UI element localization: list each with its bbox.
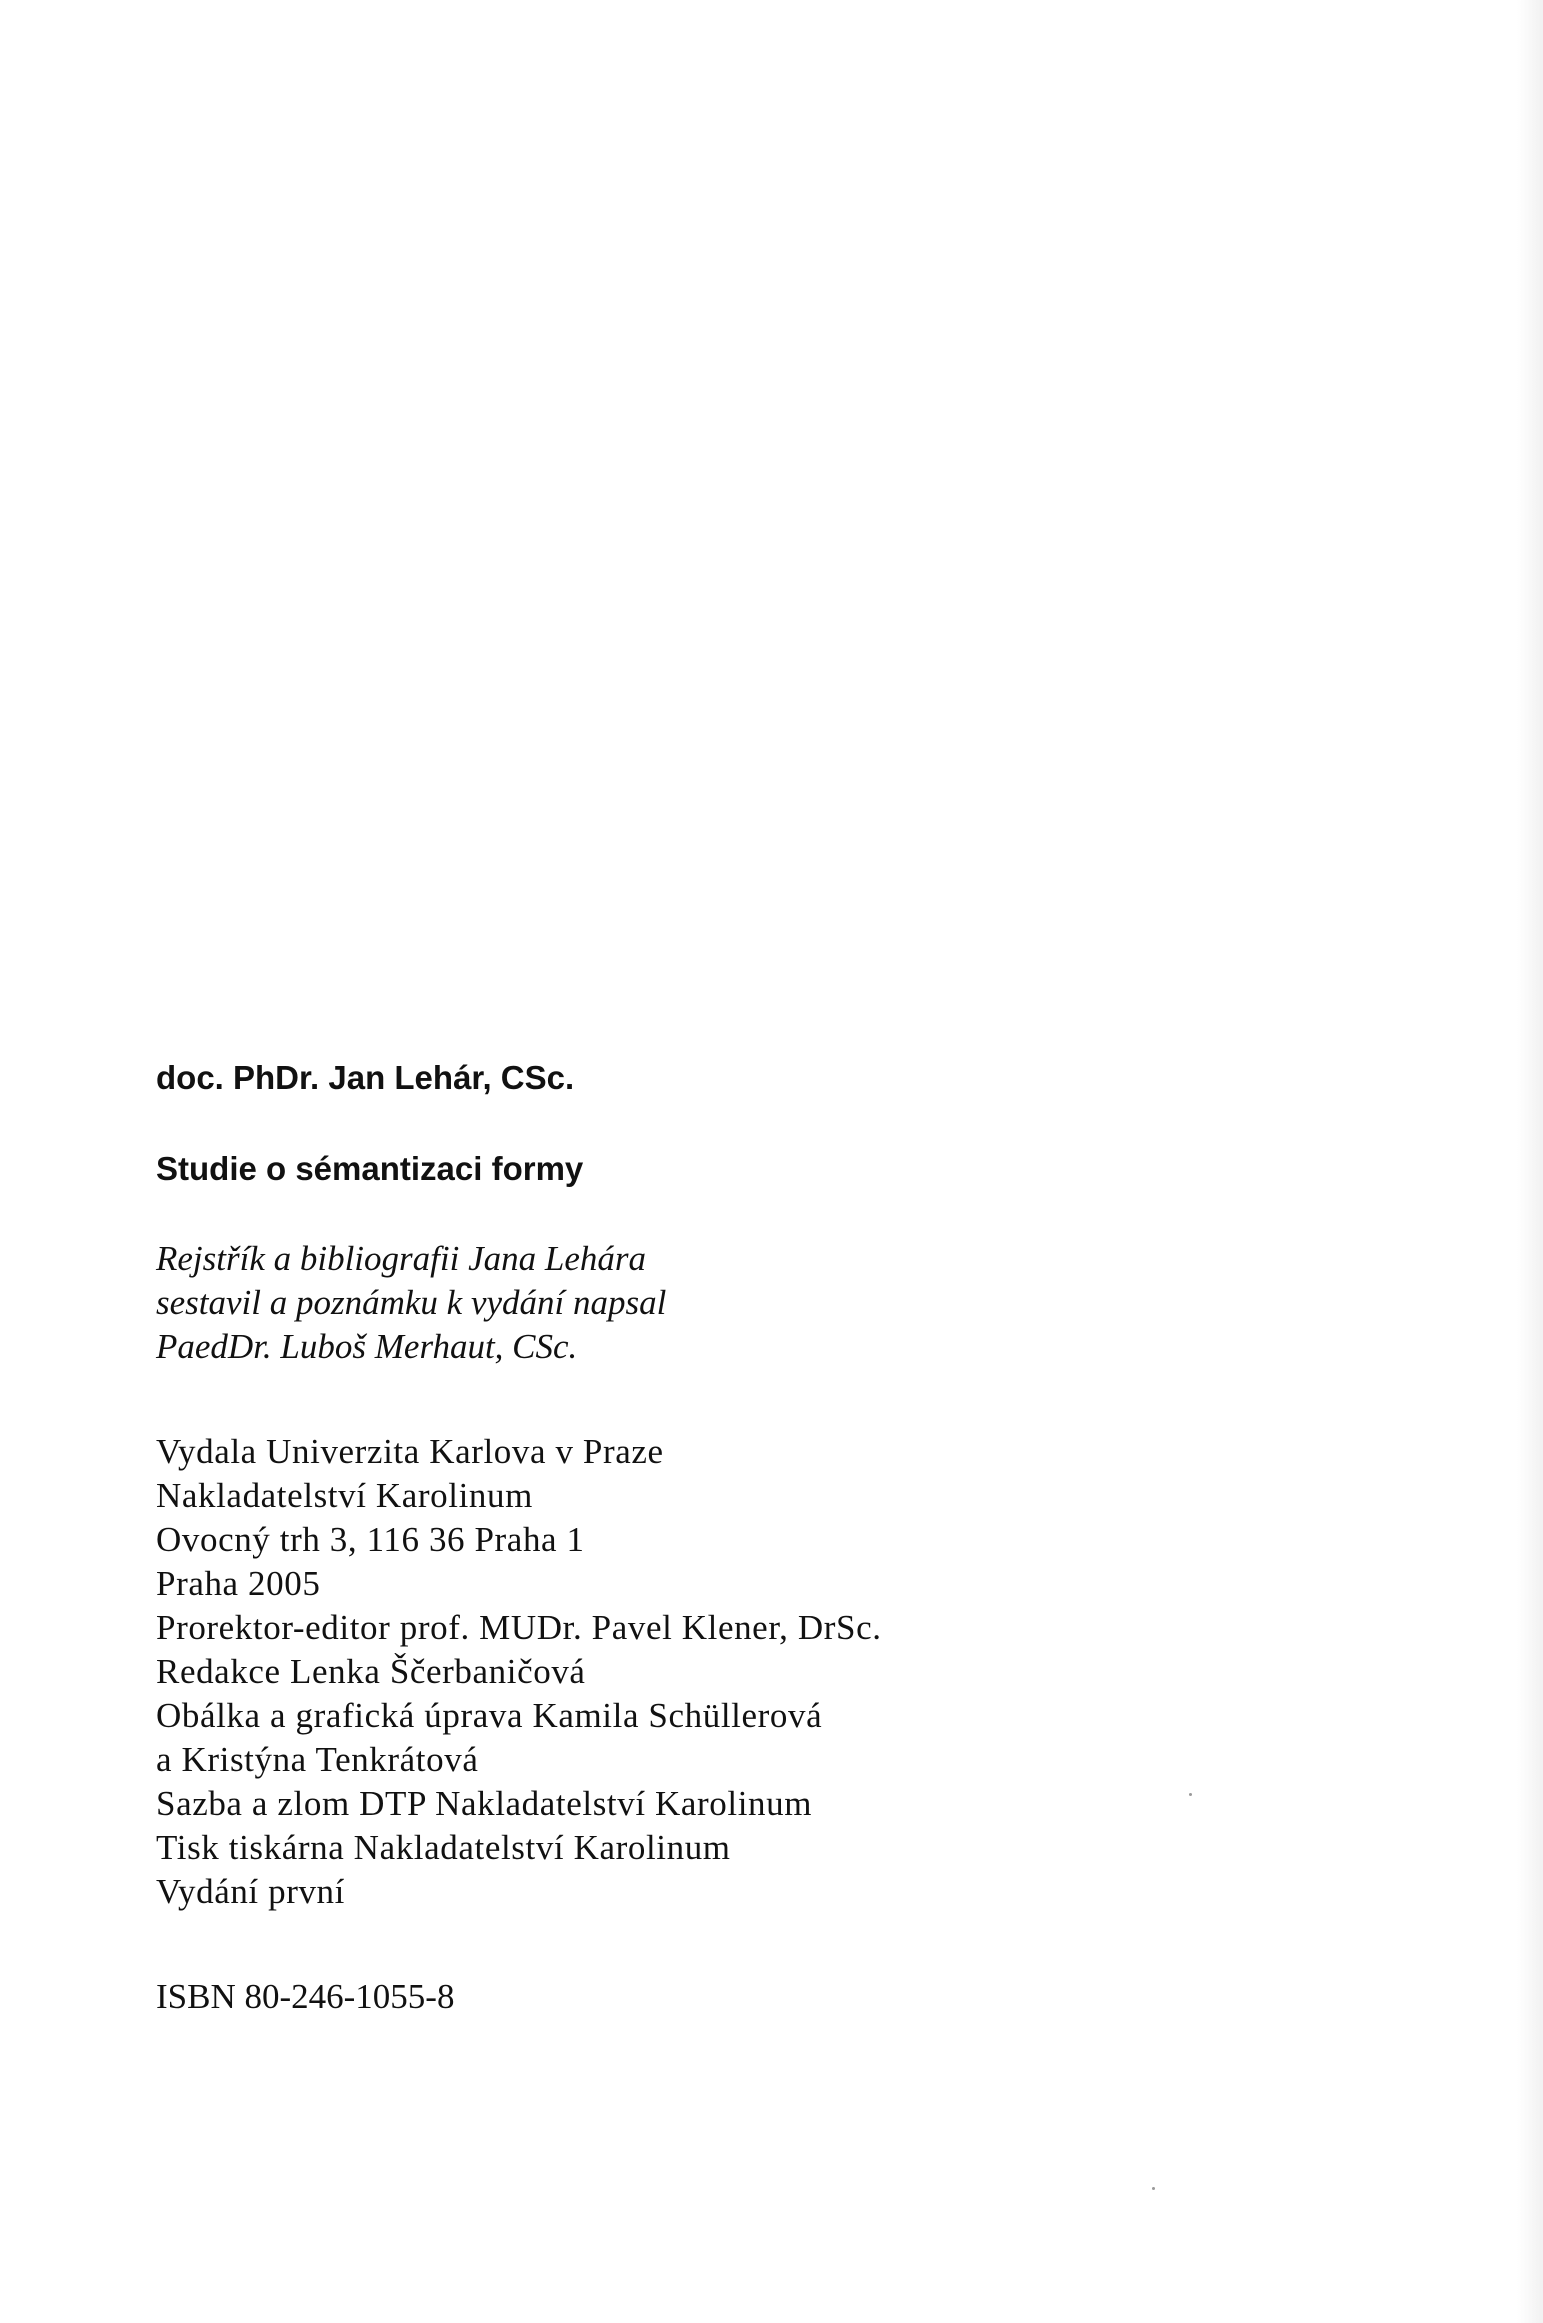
publisher-line: Vydala Univerzita Karlova v Praze <box>156 1432 664 1471</box>
editorial-note-line: sestavil a poznámku k vydání napsal <box>156 1283 667 1322</box>
publisher-line: Tisk tiskárna Nakladatelství Karolinum <box>156 1828 731 1867</box>
imprint-block <box>156 1058 1356 2019</box>
page-edge-shadow <box>1517 0 1543 2323</box>
paper-speck <box>1152 2187 1155 2190</box>
publisher-line: Nakladatelství Karolinum <box>156 1476 533 1515</box>
publisher-line: Vydání první <box>156 1872 345 1911</box>
isbn: ISBN 80-246-1055-8 <box>156 1977 455 2016</box>
publisher-line: a Kristýna Tenkrátová <box>156 1740 479 1779</box>
book-title: Studie o sémantizaci formy <box>156 1150 584 1187</box>
publisher-details <box>156 1430 1356 1914</box>
editorial-note-line: PaedDr. Luboš Merhaut, CSc. <box>156 1327 578 1366</box>
publisher-line: Prorektor-editor prof. MUDr. Pavel Klener, DrSc. <box>156 1608 882 1647</box>
author-name: doc. PhDr. Jan Lehár, CSc. <box>156 1059 575 1096</box>
editorial-note-line: Rejstřík a bibliografii Jana Lehára <box>156 1239 646 1278</box>
publisher-line: Redakce Lenka Ščerbaničová <box>156 1652 586 1691</box>
publisher-line: Praha 2005 <box>156 1564 321 1603</box>
publisher-line: Obálka a grafická úprava Kamila Schüllerová <box>156 1696 823 1735</box>
editorial-note <box>156 1237 1356 1369</box>
publisher-line: Ovocný trh 3, 116 36 Praha 1 <box>156 1520 585 1559</box>
publisher-line: Sazba a zlom DTP Nakladatelství Karolinum <box>156 1784 813 1823</box>
